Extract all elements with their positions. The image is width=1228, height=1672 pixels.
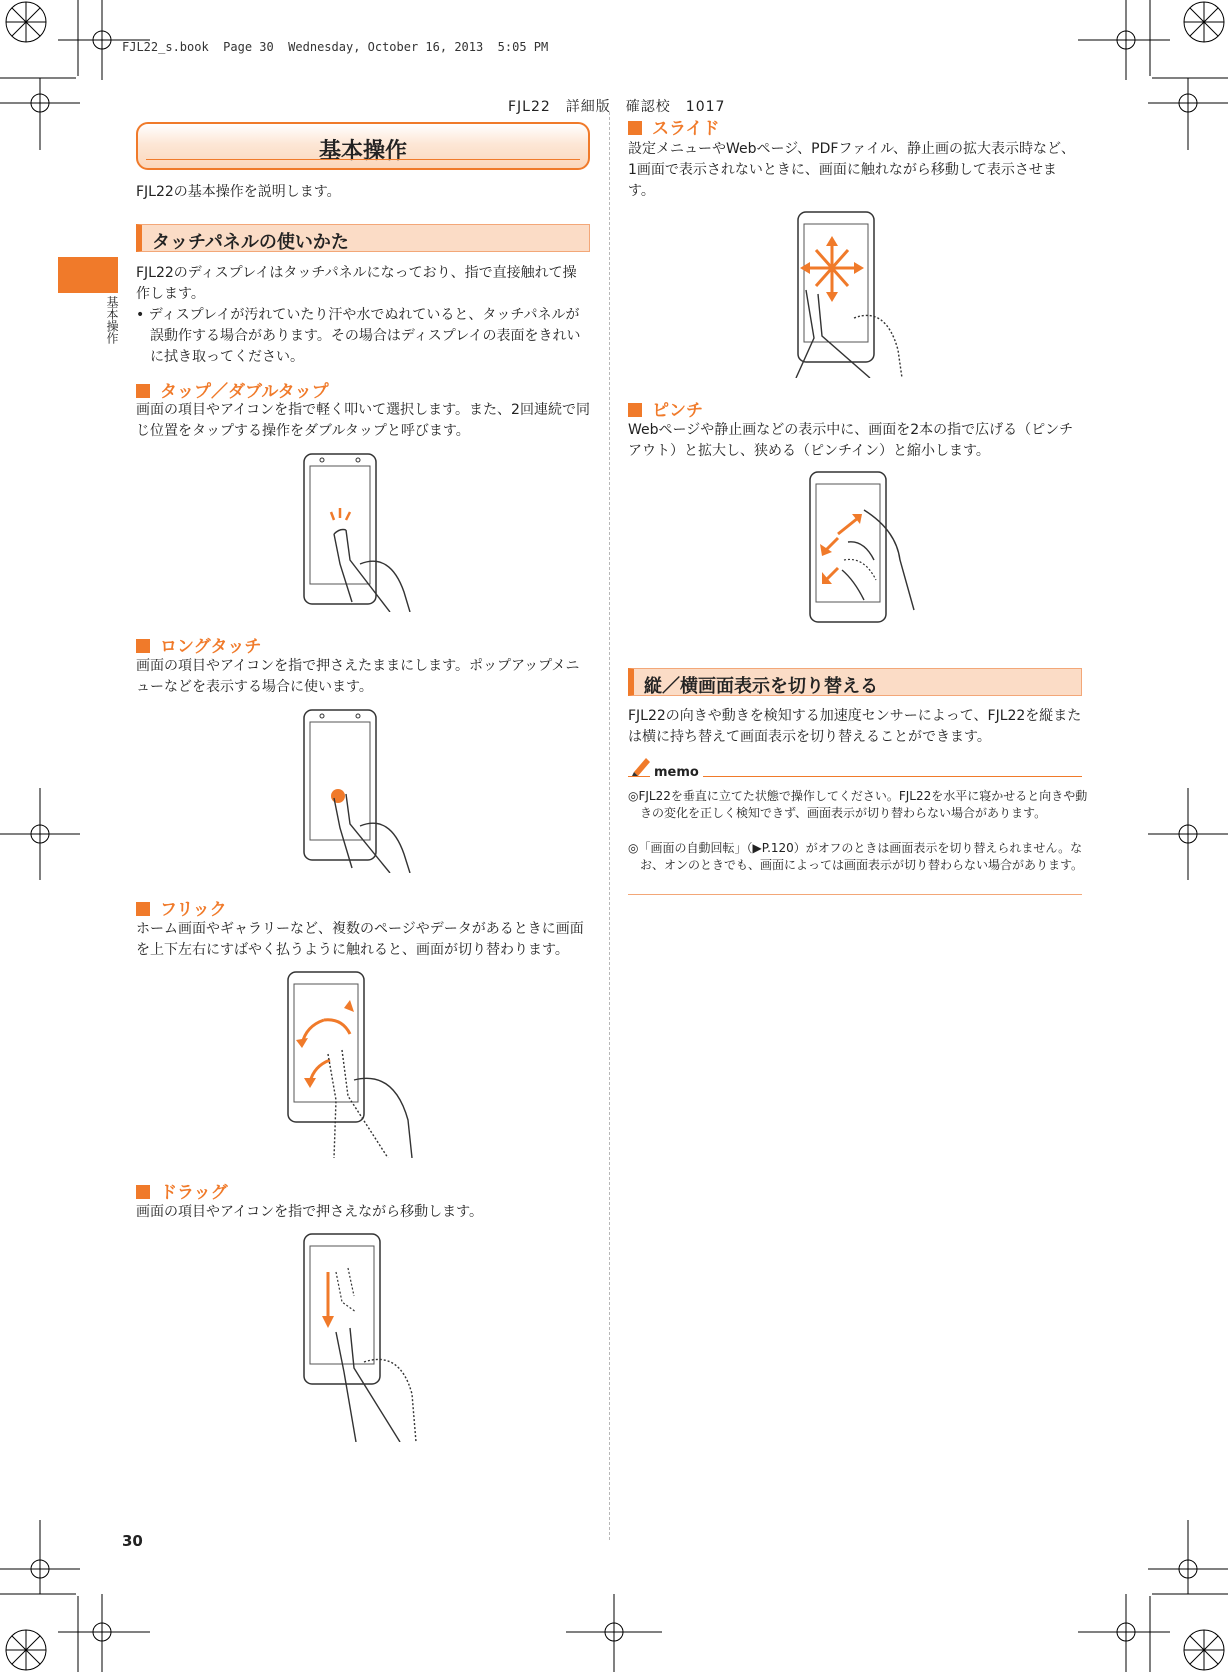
subheading-tap: [136, 377, 329, 402]
drag-text: 画面の項目やアイコンを指で押さえながら移動します。: [136, 1204, 484, 1220]
page-title: 基本操作: [318, 139, 407, 164]
page-title-box: [136, 122, 590, 170]
section-heading-touch-panel: [136, 224, 590, 252]
subheading-text: タップ／ダブルタップ: [160, 382, 329, 402]
long-touch-illustration: [300, 708, 430, 873]
square-bullet-icon: [136, 1185, 150, 1199]
section-heading-text: 縦／横画面表示を切り替える: [644, 676, 878, 697]
memo-item: ◎「画面の自動回転」（▶P.120）がオフのときは画面表示を切り替えられません。なお、オンのときでも、画面によっては画面表示が切り替わらない場合があります。: [628, 841, 1084, 872]
tap-text: 画面の項目やアイコンを指で軽く叩いて選択します。また、2回連続で同じ位置をタップする操作をダブルタップと呼びます。: [136, 402, 590, 439]
slide-illustration: [786, 210, 916, 378]
subheading-text: ロングタッチ: [160, 637, 262, 657]
square-bullet-icon: [628, 121, 642, 135]
orientation-text: FJL22の向きや動きを検知する加速度センサーによって、FJL22を縦または横に持ち替えて画面表示を切り替えることができます。: [628, 708, 1082, 745]
subheading-text: スライド: [652, 119, 720, 139]
subheading-slide: [628, 114, 720, 139]
subheading-drag: [136, 1178, 228, 1203]
page-number: 30: [122, 1532, 143, 1550]
flick-illustration: [284, 970, 434, 1158]
slide-text: 設定メニューやWebページ、PDFファイル、静止画の拡大表示時など、1画面で表示されないときに、画面に触れながら移動して表示させます。: [628, 141, 1075, 199]
drag-illustration: [300, 1232, 430, 1442]
subheading-long-touch: [136, 632, 261, 657]
chapter-tab-label: 基本操作: [105, 296, 119, 344]
subheading-pinch: [628, 396, 703, 421]
square-bullet-icon: [136, 639, 150, 653]
pencil-icon: [630, 754, 652, 776]
tap-illustration: [300, 452, 430, 612]
pinch-illustration: [804, 470, 924, 632]
square-bullet-icon: [136, 384, 150, 398]
subheading-text: ドラッグ: [160, 1183, 228, 1203]
memo-label: memo: [650, 765, 703, 780]
pinch-text: Webページや静止画などの表示中に、画面を2本の指で広げる（ピンチアウト）と拡大し、狭める（ピンチイン）と縮小します。: [628, 422, 1074, 459]
section-heading-orientation: [628, 668, 1082, 696]
chapter-tab: [58, 257, 118, 293]
section-heading-text: タッチパネルの使いかた: [152, 232, 349, 253]
flick-text: ホーム画面やギャラリーなど、複数のページやデータがあるときに画面を上下左右にすばやく払うように触れると、画面が切り替わります。: [136, 921, 584, 958]
memo-item: ◎FJL22を垂直に立てた状態で操作してください。FJL22を水平に寝かせると向きや動きの変化を正しく検知できず、画面表示が切り替わらない場合があります。: [628, 789, 1088, 820]
touch-panel-bullet: • ディスプレイが汚れていたり汗や水でぬれていると、タッチパネルが誤動作する場合があります。その場合はディスプレイの表面をきれいに拭き取ってください。: [136, 307, 581, 365]
intro-text: FJL22の基本操作を説明します。: [136, 184, 341, 200]
square-bullet-icon: [628, 403, 642, 417]
print-file-info: FJL22_s.book Page 30 Wednesday, October 16, 2013 5:05 PM: [122, 40, 549, 54]
version-info: FJL22 詳細版 確認校 1017: [508, 99, 726, 115]
column-divider: [609, 112, 610, 1540]
long-touch-text: 画面の項目やアイコンを指で押さえたままにします。ポップアップメニューなどを表示する場合に使います。: [136, 658, 580, 695]
touch-panel-text: FJL22のディスプレイはタッチパネルになっており、指で直接触れて操作します。: [136, 265, 577, 302]
subheading-text: フリック: [160, 900, 227, 920]
memo-end-rule: [628, 894, 1082, 895]
square-bullet-icon: [136, 902, 150, 916]
subheading-flick: [136, 895, 227, 920]
subheading-text: ピンチ: [652, 401, 703, 421]
